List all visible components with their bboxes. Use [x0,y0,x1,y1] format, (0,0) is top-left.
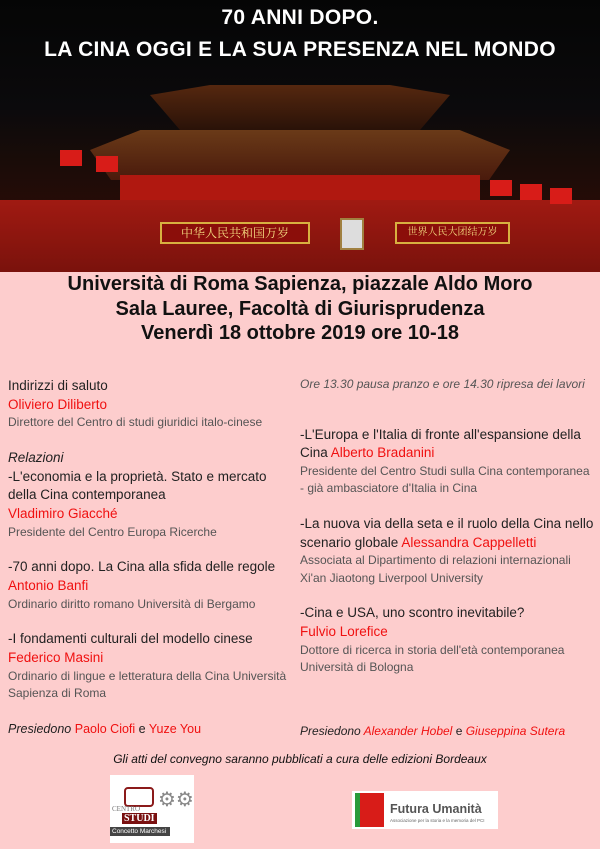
section-heading: Relazioni [8,449,64,465]
speaker-name: Federico Masini [8,649,104,665]
chair-name: Giuseppina Sutera [465,723,566,738]
banner-right: 世界人民大团结万岁 [395,222,510,244]
logo-text: CENTRO [112,805,140,813]
speaker-name: Alessandra Cappelletti [401,534,537,550]
title-line-1: 70 ANNI DOPO. [221,6,379,29]
and: e [138,721,146,736]
venue-line-2: Sala Lauree, Facoltà di Giurisprudenza [115,298,485,320]
and: e [455,723,463,738]
logo-text: Concetto Marchesi [110,827,170,836]
futura-umanita-logo [352,791,498,829]
gears-icon: ⚙⚙ [158,789,194,811]
scroll-icon [124,787,154,807]
talk-title: -I fondamenti culturali del modello cinese [8,631,253,647]
speaker-role: Presidente del Centro Europa Ricerche [8,524,217,539]
chairs-label: Presiedono [8,721,72,736]
chair-name: Yuze You [148,721,202,736]
speaker-name: Vladimiro Giacché [8,506,118,522]
chair-name: Alexander Hobel [363,723,453,738]
talk-title: -Cina e USA, uno scontro inevitabile? [300,605,525,621]
logo-text: Futura Umanità [390,802,482,816]
title-line-2: LA CINA OGGI E LA SUA PRESENZA NEL MONDO [44,38,556,61]
speaker-name: Fulvio Lorefice [300,624,388,640]
publication-note: Gli atti del convegno saranno pubblicati a cura delle edizioni Bordeaux [113,752,487,766]
logo-text: STUDI [124,813,155,824]
speaker-role: Presidente del Centro Studi sulla Cina contemporanea - già ambasciatore d'Italia in Cina [300,463,590,496]
talk-title: -70 anni dopo. La Cina alla sfida delle regole [8,559,276,575]
talk-title: -La nuova via della seta e il ruolo della Cina nello scenario globale [300,515,594,550]
speaker-role: Direttore del Centro di studi giuridici italo-cinese [8,415,263,430]
speaker-name: Antonio Banfi [8,577,89,593]
centro-studi-logo [110,775,194,843]
talk-title: -L'economia e la proprietà. Stato e mercato della Cina contemporanea [8,468,267,503]
chairs-label: Presiedono [300,723,361,738]
flag-icon [360,793,384,827]
speaker-role: Ordinario diritto romano Università di Bergamo [8,596,256,611]
venue-line-1: Università di Roma Sapienza, piazzale Aldo Moro [67,273,533,295]
speaker-name: Oliviero Diliberto [8,396,108,412]
left-column [8,377,298,738]
venue-date: Venerdì 18 ottobre 2019 ore 10-18 [141,322,459,344]
talk-title: -L'Europa e l'Italia di fronte all'espansione della Cina [300,426,581,461]
logo-text: Associazione per la storia e la memoria del PCI [390,818,485,823]
speaker-role: Dottore di ricerca in storia dell'età contemporanea Università di Bologna [300,642,565,675]
welcome-heading: Indirizzi di saluto [8,378,108,393]
lunch-break-note: Ore 13.30 pausa pranzo e ore 14.30 ripresa dei lavori [300,377,585,391]
banner-left: 中华人民共和国万岁 [160,222,310,244]
right-column [300,376,596,740]
chair-name: Paolo Ciofi [74,721,136,736]
speaker-role: Associata al Dipartimento di relazioni internazionali Xi'an Jiaotong Liverpool University [300,553,571,585]
portrait [340,218,364,250]
speaker-role: Ordinario di lingue e letteratura della Cina Università Sapienza di Roma [8,668,287,701]
speaker-name: Alberto Bradanini [330,445,435,461]
